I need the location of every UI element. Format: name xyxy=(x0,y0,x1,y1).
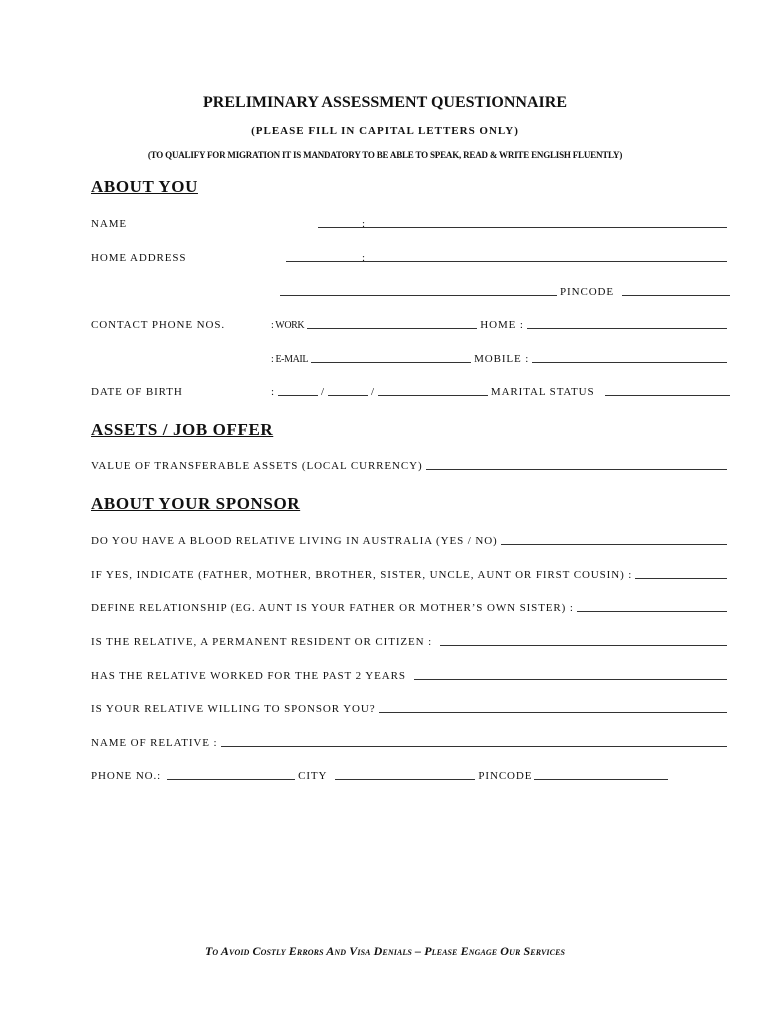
define-relationship-question: DEFINE RELATIONSHIP (EG. AUNT IS YOUR FATHER OR MOTHER’S OWN SISTER) : xyxy=(91,602,574,614)
section-heading-about-you: ABOUT YOU xyxy=(91,177,198,196)
address-pincode-row xyxy=(271,284,730,298)
marital-status-field[interactable] xyxy=(605,384,730,396)
home-address-field[interactable] xyxy=(286,250,727,262)
relative-pincode-field[interactable] xyxy=(534,768,668,780)
transferable-assets-field[interactable] xyxy=(426,458,727,470)
blood-relative-field[interactable] xyxy=(501,533,727,545)
english-requirement-note: (TO QUALIFY FOR MIGRATION IT IS MANDATORY TO BE ABLE TO SPEAK, READ & WRITE ENGLISH FLUENTLY) xyxy=(147,150,623,160)
blood-relative-row xyxy=(91,533,730,547)
resident-row xyxy=(91,634,730,648)
indicate-relation-question: IF YES, INDICATE (FATHER, MOTHER, BROTHER, SISTER, UNCLE, AUNT OR FIRST COUSIN) : xyxy=(91,569,633,581)
transferable-assets-label: VALUE OF TRANSFERABLE ASSETS (LOCAL CURRENCY) xyxy=(91,460,423,472)
relative-name-field[interactable] xyxy=(221,735,727,747)
marital-status-label: MARITAL STATUS xyxy=(490,386,595,398)
dob-month-field[interactable] xyxy=(328,384,368,396)
email-field[interactable] xyxy=(311,351,471,363)
worked-row xyxy=(91,668,730,682)
willing-field[interactable] xyxy=(379,701,727,713)
relative-phone-field[interactable] xyxy=(167,768,295,780)
home-phone-field[interactable] xyxy=(527,317,727,329)
mobile-label: MOBILE : xyxy=(474,353,530,365)
worked-question: HAS THE RELATIVE WORKED FOR THE PAST 2 YEARS xyxy=(91,670,406,682)
relative-contact-row xyxy=(91,768,671,782)
contact-work-row xyxy=(91,317,730,331)
resident-field[interactable] xyxy=(440,634,727,646)
name-row xyxy=(91,216,730,230)
home-address-label: HOME ADDRESS xyxy=(91,252,187,264)
worked-field[interactable] xyxy=(414,668,727,680)
transferable-assets-row xyxy=(91,458,730,472)
define-relationship-field[interactable] xyxy=(577,600,727,612)
pincode-label: PINCODE xyxy=(560,286,614,298)
home-address-colon: : xyxy=(362,252,366,264)
section-heading-assets: ASSETS / JOB OFFER xyxy=(91,420,274,439)
home-address-row xyxy=(91,250,730,264)
mobile-field[interactable] xyxy=(532,351,727,363)
dob-day-field[interactable] xyxy=(278,384,318,396)
dob-colon: : xyxy=(271,386,275,398)
address-line-2-field[interactable] xyxy=(280,284,557,296)
resident-question: IS THE RELATIVE, A PERMANENT RESIDENT OR CITIZEN : xyxy=(91,636,433,648)
section-heading-sponsor: ABOUT YOUR SPONSOR xyxy=(91,494,301,513)
page-subtitle: (PLEASE FILL IN CAPITAL LETTERS ONLY) xyxy=(251,125,519,137)
relative-name-row xyxy=(91,735,730,749)
dob-row xyxy=(91,384,730,398)
dob-label: DATE OF BIRTH xyxy=(91,386,183,398)
blood-relative-question: DO YOU HAVE A BLOOD RELATIVE LIVING IN AUSTRALIA (YES / NO) xyxy=(91,535,498,547)
define-relationship-row xyxy=(91,600,730,614)
willing-question: IS YOUR RELATIVE WILLING TO SPONSOR YOU? xyxy=(91,703,376,715)
indicate-relation-field[interactable] xyxy=(635,567,727,579)
name-label: NAME xyxy=(91,218,127,230)
contact-label: CONTACT PHONE NOS. xyxy=(91,319,225,331)
email-mobile-row xyxy=(271,351,730,365)
dob-slash: / xyxy=(370,386,375,398)
dob-slash: / xyxy=(320,386,325,398)
relative-pincode-label: PINCODE xyxy=(478,770,533,782)
home-phone-label: HOME : xyxy=(480,319,524,331)
pincode-field[interactable] xyxy=(622,284,730,296)
dob-year-field[interactable] xyxy=(378,384,488,396)
willing-row xyxy=(91,701,730,715)
work-phone-field[interactable] xyxy=(307,317,477,329)
page-title: PRELIMINARY ASSESSMENT QUESTIONNAIRE xyxy=(203,94,567,111)
name-colon: : xyxy=(362,218,366,230)
footer-note: To Avoid Costly Errors And Visa Denials – Please Engage Our Services xyxy=(204,944,566,958)
work-label: : WORK xyxy=(271,320,305,331)
email-label: : E-MAIL xyxy=(271,354,309,365)
relative-name-label: NAME OF RELATIVE : xyxy=(91,737,218,749)
relative-phone-label: PHONE NO.: xyxy=(91,770,162,782)
relative-city-field[interactable] xyxy=(335,768,475,780)
relative-city-label: CITY xyxy=(298,770,328,782)
indicate-relation-row xyxy=(91,567,730,581)
name-field[interactable] xyxy=(318,216,727,228)
